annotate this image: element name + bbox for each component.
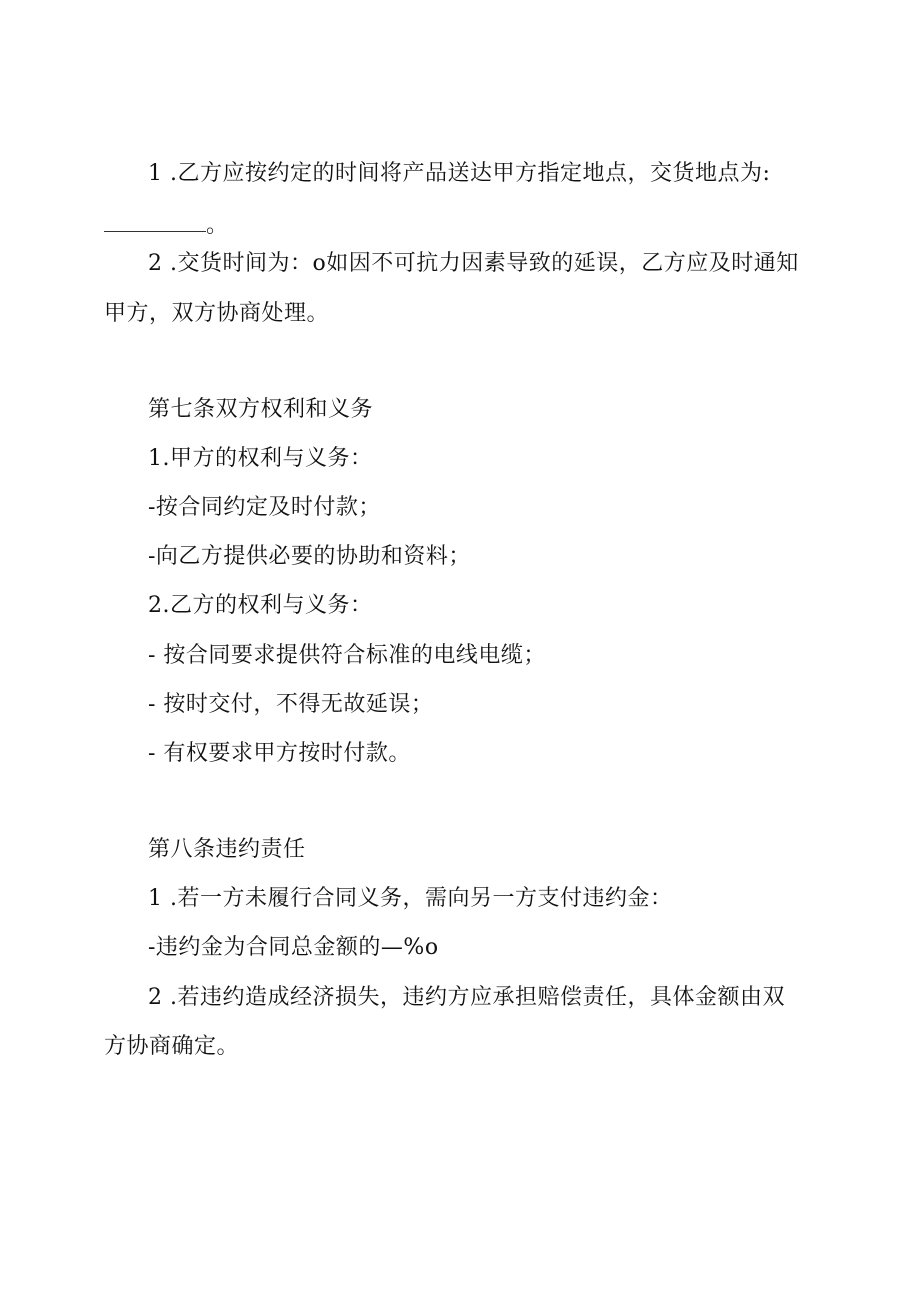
breach-item-1: 1 .若一方未履行合同义务，需向另一方支付违约金： xyxy=(148,886,673,911)
breach-item-2-line-2: 方协商确定。 xyxy=(104,1034,240,1059)
breach-item-1-sub: -违约金为合同总金额的—%o xyxy=(148,935,439,960)
breach-item-2-line-1: 2 .若违约造成经济损失，违约方应承担赔偿责任，具体金额由双 xyxy=(148,985,785,1010)
party-a-item-2: -向乙方提供必要的协助和资料； xyxy=(148,544,471,569)
party-b-item-3: - 有权要求甲方按时付款。 xyxy=(148,741,411,766)
delivery-item-2-line-2: 甲方，双方协商处理。 xyxy=(104,301,330,326)
party-a-heading: 1.甲方的权利与义务： xyxy=(148,446,373,471)
delivery-item-1-period: 。 xyxy=(206,213,229,238)
party-b-heading: 2.乙方的权利与义务： xyxy=(148,593,373,618)
delivery-item-1-line-1: 1 .乙方应按约定的时间将产品送达甲方指定地点，交货地点为: xyxy=(148,161,771,186)
party-b-item-2: - 按时交付，不得无故延误； xyxy=(148,692,434,717)
section-7-heading: 第七条双方权利和义务 xyxy=(148,397,374,422)
party-a-item-1: -按合同约定及时付款； xyxy=(148,495,381,520)
delivery-location-blank xyxy=(104,211,206,232)
delivery-item-1-line-2 xyxy=(104,210,229,242)
party-b-item-1: - 按合同要求提供符合标准的电线电缆； xyxy=(148,643,546,668)
section-8-heading: 第八条违约责任 xyxy=(148,837,306,862)
delivery-item-2-line-1: 2 .交货时间为：o如因不可抗力因素导致的延误，乙方应及时通知 xyxy=(148,251,799,276)
